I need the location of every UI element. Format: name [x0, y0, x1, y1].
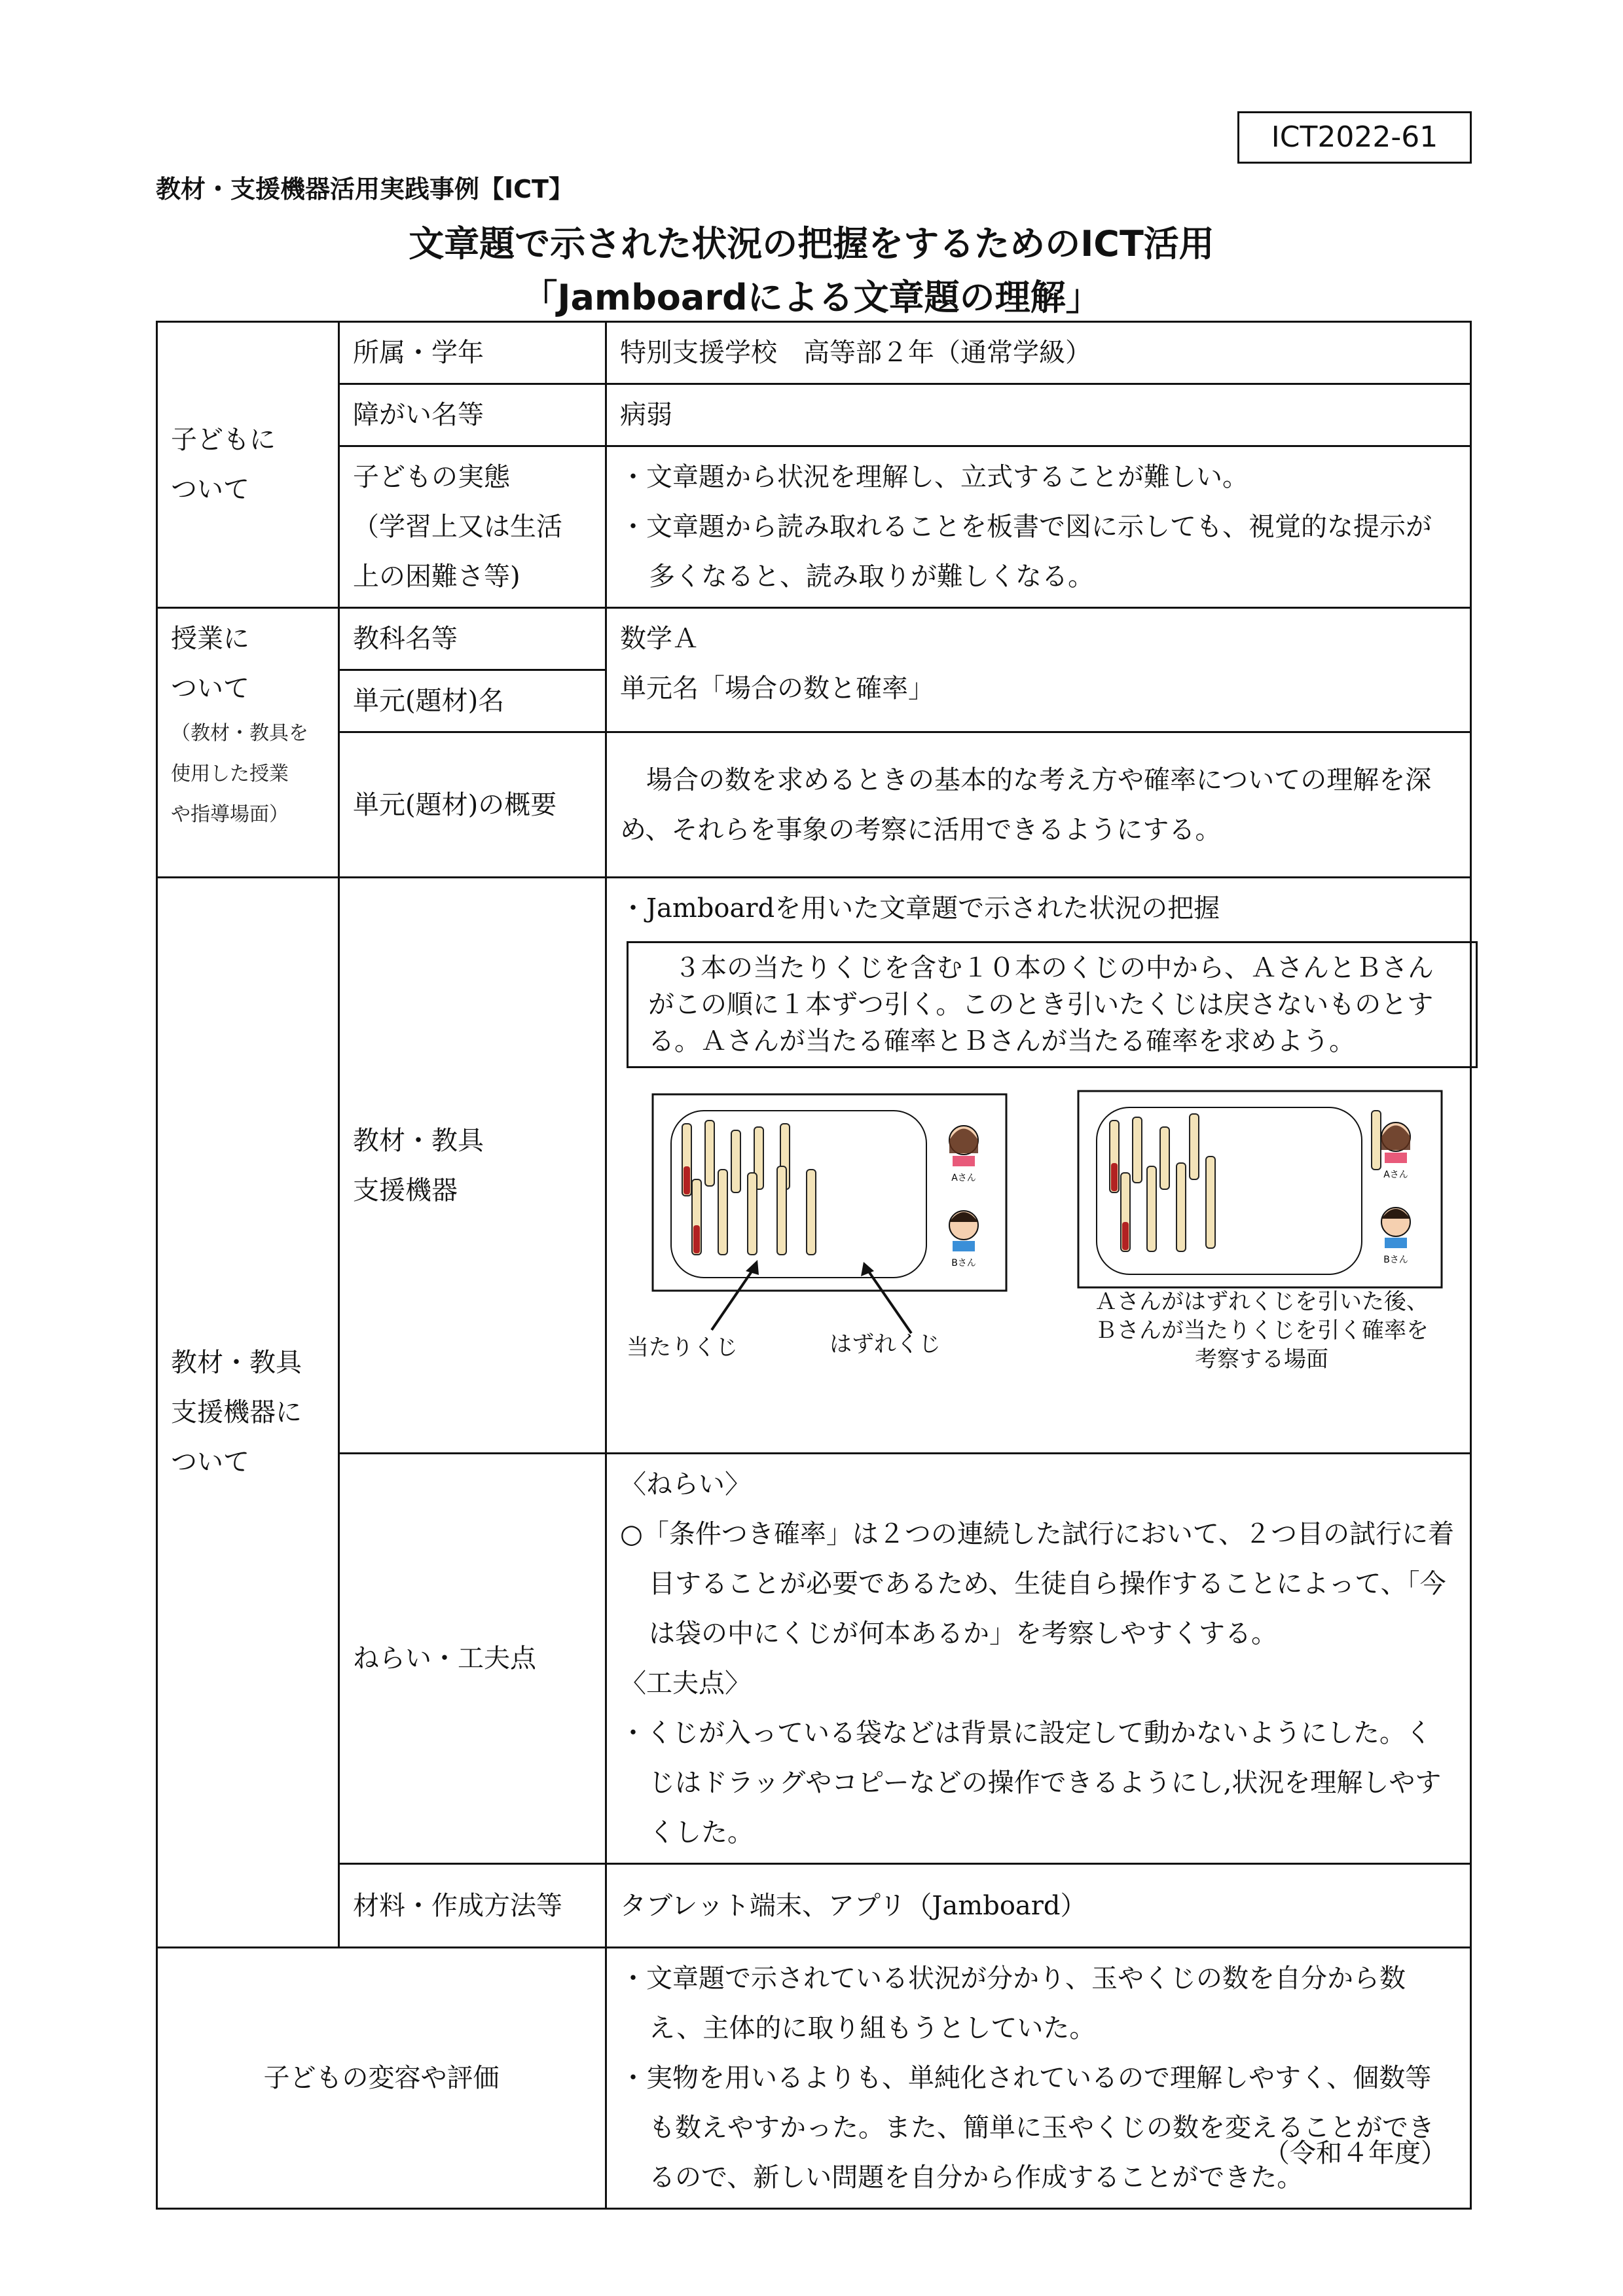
overview-label: 単元(題材)の概要 — [339, 732, 606, 878]
lot-stick — [1147, 1166, 1156, 1251]
materials-heading: 教材・教具 支援機器に ついて — [157, 878, 339, 1948]
caption-right: Ａさんがはずれくじを引いた後、 Ｂさんが当たりくじを引く確率を 考察する場面 — [1095, 1289, 1429, 1372]
child-heading: 子どもに ついて — [157, 322, 339, 608]
tools-value: ・Jamboardを用いた文章題で示された状況の把握 ３本の当たりくじを含む１０本のくじの中から、ＡさんとＢさんがこの順に１本ずつ引く。このとき引いたくじは戻さないものとする。Ａさんが当たる確率とＢさんが当たる確率を求めよう。 Aさん Bさん Aさん Bさん 当たりくじ はずれくじ Ａさんがはずれくじを引いた後、 Ｂさんが当たりくじを引く確率を 考察する場面 — [606, 878, 1471, 1454]
disability-label: 障がい名等 — [339, 384, 606, 446]
person-a-label-right: Aさん — [1383, 1170, 1408, 1180]
page-subtitle: 「Jamboardによる文章題の理解」 — [522, 277, 1101, 318]
lot-stick — [748, 1173, 757, 1255]
lot-stick — [1133, 1117, 1142, 1183]
problem-box: ３本の当たりくじを含む１０本のくじの中から、ＡさんとＢさんがこの順に１本ずつ引く。このとき引いたくじは戻さないものとする。Ａさんが当たる確率とＢさんが当たる確率を求めよう。 — [627, 941, 1478, 1068]
lot-stick — [718, 1170, 727, 1255]
subject-unit-value: 数学Ａ 単元名「場合の数と確率」 — [606, 608, 1471, 732]
affiliation-value: 特別支援学校 高等部２年（通常学級） — [606, 322, 1471, 384]
person-b-icon-right — [1381, 1208, 1410, 1248]
lot-stick — [1160, 1127, 1169, 1189]
aims-value: 〈ねらい〉 ○「条件つき確率」は２つの連続した試行において、２つ目の試行に着目することが必要であるため、生徒自ら操作することによって、「今は袋の中にくじが何本あるか」を考察しやすくする。 〈工夫点〉 ・くじが入っている袋などは背景に設定して動かないようにした。くじはドラッグやコピーなどの操作できるようにし,状況を理解しやすくした。 — [606, 1454, 1471, 1864]
lot-stick — [731, 1130, 740, 1193]
category-label: 教材・支援機器活用実践事例【ICT】 — [156, 175, 574, 204]
lesson-heading: 授業に ついて （教材・教具を 使用した授業 や指導場面） — [157, 608, 339, 878]
jamboard-figures — [620, 1075, 1457, 1415]
affiliation-label: 所属・学年 — [339, 322, 606, 384]
person-a-label-left: Aさん — [951, 1173, 976, 1183]
tools-label: 教材・教具 支援機器 — [339, 878, 606, 1454]
subject-label: 教科名等 — [339, 608, 606, 670]
document-id: ICT2022-61 — [1237, 111, 1472, 164]
fiscal-year-footer: （令和４年度） — [1264, 2138, 1447, 2168]
person-a-icon — [949, 1126, 978, 1166]
lot-stick-hit-tip — [693, 1225, 700, 1253]
case-table — [156, 321, 1472, 2210]
lot-stick — [1176, 1163, 1186, 1251]
caption-miss: はずれくじ — [830, 1331, 941, 1357]
lot-stick — [705, 1121, 714, 1186]
person-a-icon-right — [1381, 1122, 1410, 1163]
state-value: ・文章題から状況を理解し、立式することが難しい。 ・文章題から読み取れることを板書で図に示しても、視覚的な提示が多くなると、読み取りが難しくなる。 — [606, 446, 1471, 608]
state-label: 子どもの実態 （学習上又は生活 上の困難さ等) — [339, 446, 606, 608]
aims-label: ねらい・工夫点 — [339, 1454, 606, 1864]
lot-stick — [1206, 1157, 1215, 1248]
lot-stick-hit-tip — [1111, 1163, 1118, 1191]
lot-stick — [1190, 1114, 1199, 1179]
lot-stick — [807, 1170, 816, 1255]
person-b-label-left: Bさん — [951, 1258, 976, 1268]
evaluation-value: ・文章題で示されている状況が分かり、玉やくじの数を自分から数え、主体的に取り組もうとしていた。 ・実物を用いるよりも、単純化されているので理解しやすく、個数等も数えやすかった。また、簡単に玉やくじの数を変えることができるので、新しい問題を自分から作成することができた。 — [606, 1948, 1471, 2209]
person-b-icon — [949, 1211, 978, 1251]
person-b-label-right: Bさん — [1383, 1255, 1408, 1265]
lot-stick — [777, 1166, 786, 1255]
lot-stick-hit-tip — [684, 1166, 690, 1194]
unit-label: 単元(題材)名 — [339, 670, 606, 732]
lot-stick — [1372, 1111, 1381, 1170]
making-label: 材料・作成方法等 — [339, 1864, 606, 1948]
page-title: 文章題で示された状況の把握をするためのICT活用 — [409, 223, 1214, 264]
making-value: タブレット端末、アプリ（Jamboard） — [606, 1864, 1471, 1948]
caption-hit: 当たりくじ — [627, 1335, 738, 1361]
evaluation-label: 子どもの変容や評価 — [157, 1948, 606, 2209]
disability-value: 病弱 — [606, 384, 1471, 446]
overview-value: 場合の数を求めるときの基本的な考え方や確率についての理解を深め、それらを事象の考察に活用できるようにする。 — [606, 732, 1471, 878]
lot-stick-hit-tip — [1122, 1222, 1129, 1250]
